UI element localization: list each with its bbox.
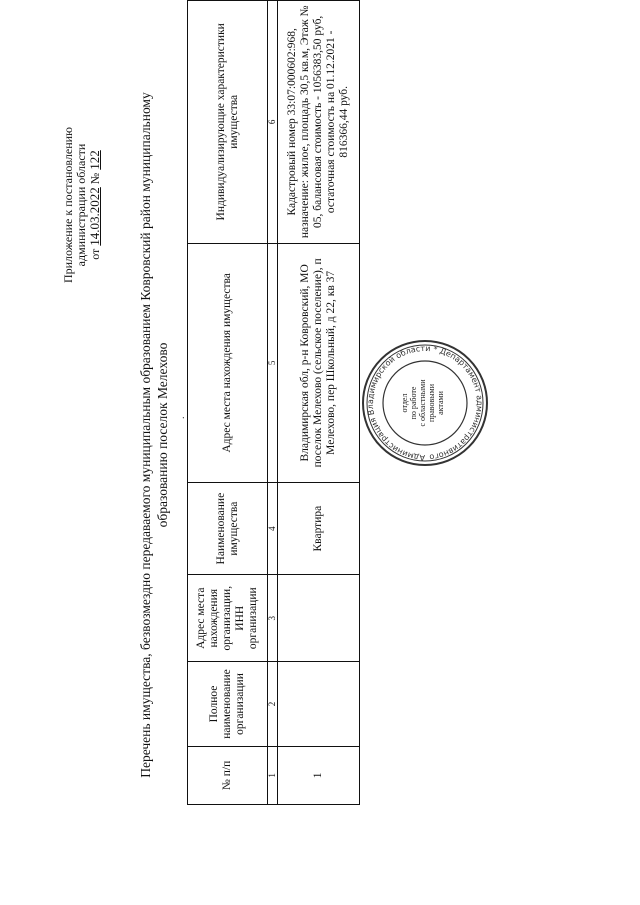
document-title (137, 25, 171, 845)
seal-inner-line: с областными (418, 379, 427, 427)
seal-inner-line: отдел (400, 393, 409, 413)
seal-inner-line: правовыми (427, 383, 436, 423)
header-property-address: Адрес места нахождения имущества (188, 243, 268, 482)
column-number: 3 (268, 575, 278, 662)
title-line-1: Перечень имущества, безвозмездно передаваемого муниципальным образованием Ковровский район муниципальному (138, 92, 153, 778)
row-org-name (278, 662, 360, 747)
appendix-block (62, 90, 102, 320)
seal-inner-line: по работе (409, 386, 418, 420)
seal-inner-text (400, 370, 445, 436)
header-number: № п/п (188, 746, 268, 804)
row-property-name: Квартира (278, 483, 360, 575)
title-line-2: образованию поселок Мелехово (155, 342, 170, 528)
appendix-line-2: администрации области (74, 143, 88, 267)
row-characteristics: Кадастровый номер 33:07:000602:968, назначение: жилое, площадь 30,5 кв.м, Этаж № 05, балансовая стоимость - 1056383,50 руб, остаточная стоимость на 01.12.2021 - 816366,44 руб. (278, 1, 360, 244)
column-number: 5 (268, 243, 278, 482)
appendix-date-line (88, 90, 102, 320)
header-characteristics: Индивидуализирующие характеристики имущества (188, 1, 268, 244)
table-row (278, 1, 360, 805)
column-number: 2 (268, 662, 278, 747)
appendix-line-1: Приложение к постановлению (61, 126, 75, 284)
table-header-row (188, 1, 268, 805)
header-property-name: Наименование имущества (188, 483, 268, 575)
stray-dot: . (176, 416, 187, 419)
seal-ring-text: Администрация Владимирской области * Департамент административного (365, 343, 485, 463)
table-number-row (268, 1, 278, 805)
appendix-number: 122 (87, 150, 102, 170)
property-table (187, 0, 360, 805)
date-prefix: от (88, 248, 102, 260)
seal-inner-line: актами (436, 391, 445, 415)
row-property-address: Владимирская обл, р-н Ковровский, МО поселок Мелехово (сельское поселение), п Мелехово, пер Школьный, д 22, кв 37 (278, 243, 360, 482)
column-number: 1 (268, 746, 278, 804)
header-org-address: Адрес места нахождения организации, ИНН организации (188, 575, 268, 662)
row-org-address (278, 575, 360, 662)
column-number: 6 (268, 1, 278, 244)
official-seal (360, 338, 490, 468)
column-number: 4 (268, 483, 278, 575)
header-org-name: Полное наименование организации (188, 662, 268, 747)
number-prefix: № (88, 172, 102, 185)
appendix-date: 14.03.2022 (87, 187, 102, 246)
row-number: 1 (278, 746, 360, 804)
